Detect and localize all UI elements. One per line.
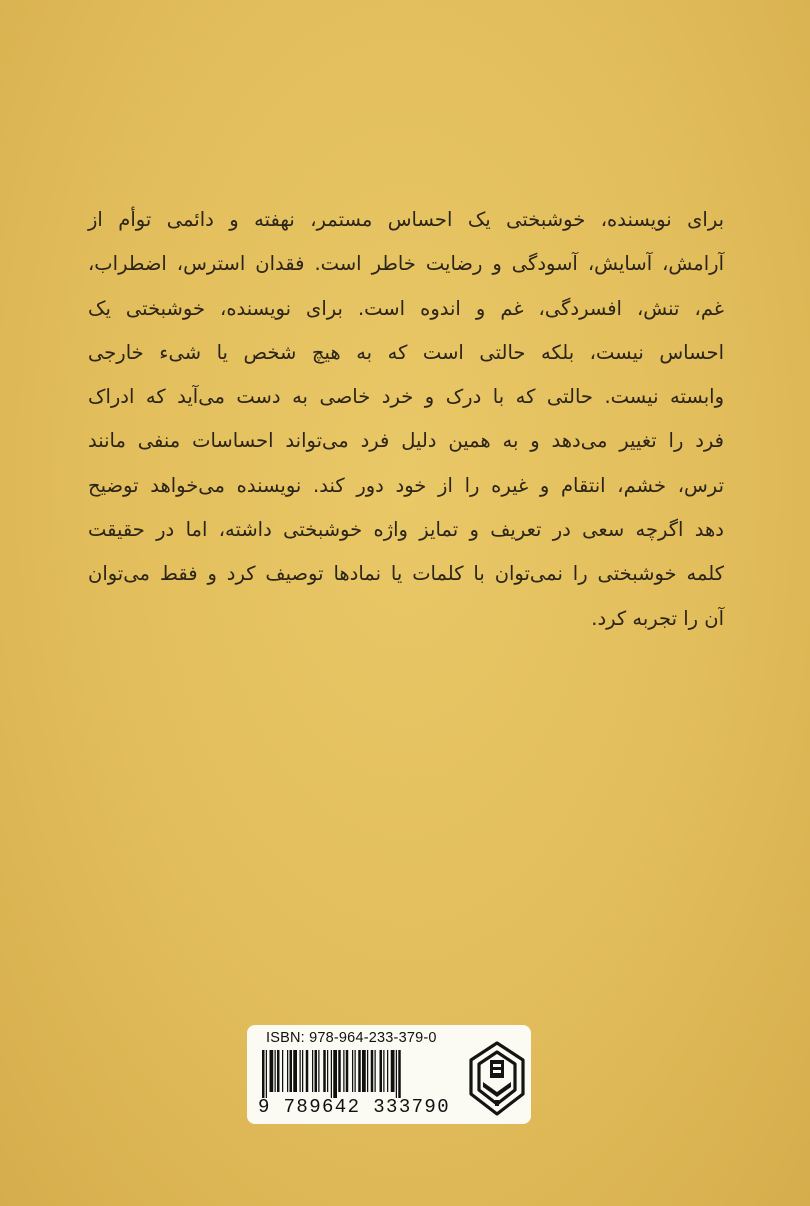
- barcode-bar: [282, 1050, 283, 1092]
- barcode-bar: [262, 1050, 265, 1098]
- barcode-bar: [371, 1050, 374, 1092]
- blurb-line: وابسته نیست. حالتی که با درک و خرد خاصی به دست می‌آید که ادراک: [88, 385, 724, 409]
- barcode-bar: [383, 1050, 384, 1092]
- blurb-line: غم، تنش، افسردگی، غم و اندوه است. برای نویسنده، خوشبختی یک: [88, 296, 724, 320]
- barcode-bar: [362, 1050, 366, 1092]
- barcode-bar: [391, 1050, 395, 1092]
- isbn-number: ISBN: 978-964-233-379-0: [266, 1030, 437, 1046]
- barcode-bar: [277, 1050, 280, 1092]
- barcode-bar: [333, 1050, 337, 1098]
- barcode-bar: [352, 1050, 353, 1092]
- barcode-bar: [343, 1050, 344, 1092]
- blurb-line: فرد را تغییر می‌دهد و به همین دلیل فرد می‌تواند احساسات منفی مانند: [88, 429, 724, 453]
- barcode-bar: [396, 1050, 397, 1098]
- publisher-logo-icon: [468, 1040, 526, 1118]
- blurb-text: [88, 198, 724, 641]
- barcode-bar: [358, 1050, 361, 1092]
- barcode-bar: [306, 1050, 309, 1092]
- blurb-line: کلمه خوشبختی را نمی‌توان با کلمات یا نمادها توصیف کرد و فقط می‌توان: [88, 562, 724, 586]
- barcode-bar: [346, 1050, 349, 1092]
- barcode-bar: [287, 1050, 288, 1092]
- barcode: [256, 1050, 464, 1098]
- barcode-bar: [387, 1050, 388, 1092]
- barcode-bar: [275, 1050, 276, 1092]
- barcode-bar: [323, 1050, 326, 1092]
- barcode-bar: [312, 1050, 313, 1092]
- blurb-line: ترس، خشم، انتقام و غیره را از خود دور کند. نویسنده می‌خواهد توضیح: [88, 473, 724, 497]
- blurb-line: آرامش، آسایش، آسودگی و رضایت خاطر است. فقدان استرس، اضطراب،: [88, 252, 724, 276]
- barcode-bar: [338, 1050, 341, 1092]
- barcode-bar: [380, 1050, 383, 1092]
- barcode-bar: [293, 1050, 297, 1092]
- barcode-bar: [355, 1050, 356, 1092]
- barcode-digits: 9 789642 333790: [258, 1096, 451, 1118]
- barcode-bar: [270, 1050, 274, 1092]
- barcode-bar: [318, 1050, 319, 1092]
- barcode-bar: [302, 1050, 303, 1092]
- barcode-bar: [367, 1050, 368, 1092]
- blurb-line: احساس نیست، بلکه حالتی است که به هیچ شخص یا شیء خارجی: [88, 340, 724, 364]
- barcode-bar: [290, 1050, 293, 1092]
- blurb-line: دهد اگرچه سعی در تعریف و تمایز واژه خوشبختی داشته، اما در حقیقت: [88, 518, 724, 542]
- barcode-bar: [315, 1050, 318, 1092]
- barcode-bar: [398, 1050, 401, 1098]
- blurb-line: برای نویسنده، خوشبختی یک احساس مستمر، نهفته و دائمی توأم از: [88, 208, 724, 231]
- barcode-bar: [266, 1050, 267, 1098]
- barcode-bar: [375, 1050, 376, 1092]
- barcode-bar: [327, 1050, 328, 1092]
- blurb-line: آن را تجربه کرد.: [591, 606, 724, 630]
- barcode-bar: [300, 1050, 301, 1092]
- barcode-bar: [331, 1050, 332, 1098]
